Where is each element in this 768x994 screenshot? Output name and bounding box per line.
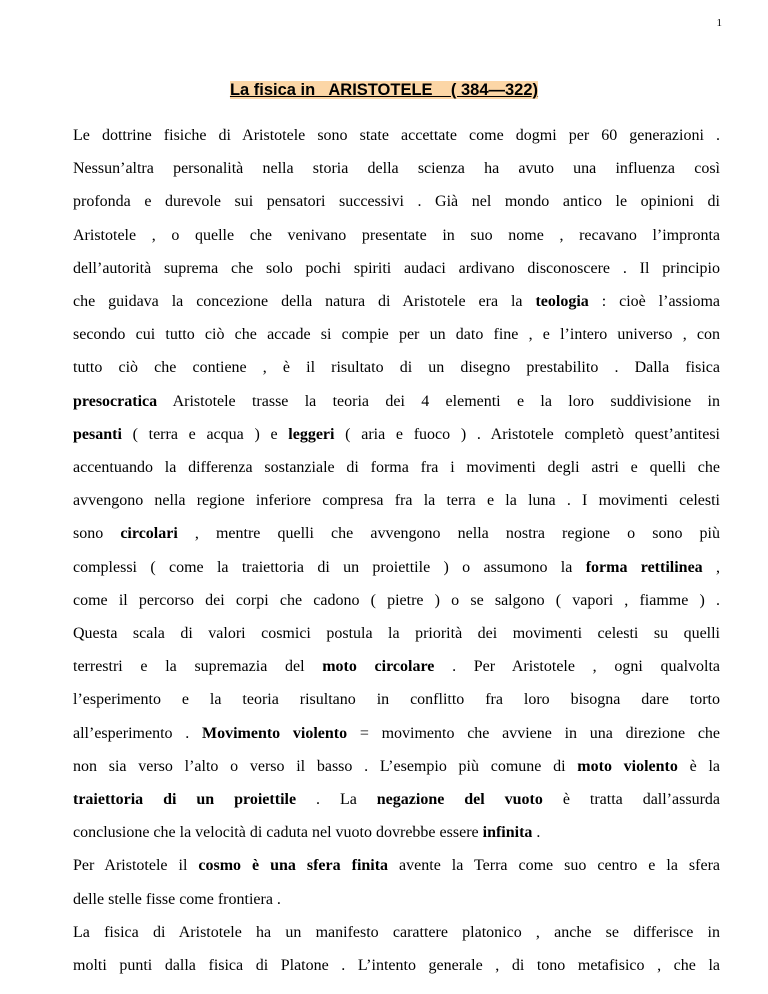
text-run: complessi ( come la traiettoria di un proiettile ) o assumono la bbox=[73, 558, 586, 576]
text-run: La fisica di Aristotele ha un manifesto carattere platonico , anche se differisce in bbox=[73, 923, 720, 941]
text-line bbox=[73, 683, 720, 716]
text-run: non sia verso l’alto o verso il basso . L’esempio più comune di bbox=[73, 757, 578, 775]
text-run: delle stelle fisse come frontiera . bbox=[73, 890, 281, 908]
text-line bbox=[73, 318, 720, 351]
text-run: Nessun’altra personalità nella storia della scienza ha avuto una influenza così bbox=[73, 160, 720, 178]
text-line bbox=[73, 916, 720, 949]
text-line bbox=[73, 418, 720, 451]
text-run: = movimento che avviene in una direzione che bbox=[347, 724, 721, 742]
text-line bbox=[73, 816, 720, 849]
bold-term: circolari bbox=[120, 525, 178, 543]
bold-term: Movimento violento bbox=[201, 724, 348, 742]
text-run: sono bbox=[73, 525, 121, 543]
text-line bbox=[73, 385, 720, 418]
bold-term: infinita bbox=[482, 824, 533, 842]
text-line bbox=[73, 617, 720, 650]
text-run: avente la Terra come suo centro e la sfera bbox=[388, 857, 720, 875]
text-line bbox=[73, 717, 720, 750]
text-line bbox=[73, 949, 720, 982]
bold-term: pesanti bbox=[73, 425, 122, 443]
text-run: : cioè l’assioma bbox=[588, 293, 721, 311]
text-line bbox=[73, 883, 720, 916]
text-run: all’esperimento . bbox=[73, 724, 202, 742]
text-line bbox=[73, 849, 720, 882]
paragraph bbox=[73, 119, 720, 849]
text-run: Questa scala di valori cosmici postula la priorità dei movimenti celesti su quelli bbox=[73, 625, 720, 643]
text-run: Le dottrine fisiche di Aristotele sono state accettate come dogmi per 60 generazioni . bbox=[73, 127, 720, 144]
bold-term: moto violento bbox=[577, 757, 678, 775]
text-line bbox=[73, 219, 720, 252]
text-line bbox=[73, 285, 720, 318]
page-number: 1 bbox=[716, 17, 722, 29]
text-run: . bbox=[532, 824, 541, 842]
text-run: è tratta dall’assurda bbox=[542, 791, 720, 809]
text-run: dell’autorità suprema che solo pochi spiriti audaci ardivano disconoscere . Il principio bbox=[73, 259, 720, 277]
text-run: tutto ciò che contiene , è il risultato di un disegno prestabilito . Dalla fisica bbox=[73, 359, 720, 377]
text-run: ( aria e fuoco ) . Aristotele completò quest’antitesi bbox=[334, 425, 721, 443]
paragraph bbox=[73, 916, 720, 982]
text-run: ( terra e acqua ) e bbox=[121, 425, 289, 443]
text-line bbox=[73, 119, 720, 152]
text-line bbox=[73, 351, 720, 384]
document-title-text: La fisica in ARISTOTELE ( 384—322) bbox=[229, 81, 539, 99]
text-run: accentuando la differenza sostanziale di forma fra i movimenti degli astri e quelli che bbox=[73, 459, 720, 477]
bold-term: traiettoria di un proiettile bbox=[73, 791, 297, 809]
paragraph bbox=[73, 849, 720, 915]
text-run: . Per Aristotele , ogni qualvolta bbox=[434, 658, 721, 676]
document-body bbox=[73, 119, 720, 982]
text-line bbox=[73, 783, 720, 816]
text-run: secondo cui tutto ciò che accade si compie per un dato fine , e l’intero universo , con bbox=[73, 326, 720, 344]
text-run: profonda e durevole sui pensatori successivi . Già nel mondo antico le opinioni di bbox=[73, 193, 720, 211]
bold-term: leggeri bbox=[288, 425, 335, 443]
text-line bbox=[73, 584, 720, 617]
text-run: terrestri e la supremazia del bbox=[73, 658, 323, 676]
bold-term: presocratica bbox=[73, 392, 158, 410]
document-title bbox=[0, 80, 768, 100]
text-line bbox=[73, 152, 720, 185]
text-run: , mentre quelli che avvengono nella nostra regione o sono più bbox=[177, 525, 720, 543]
text-run: avvengono nella regione inferiore compresa fra la terra e la luna . I movimenti celesti bbox=[73, 492, 720, 510]
text-run: . La bbox=[296, 791, 377, 809]
text-run: , bbox=[702, 558, 721, 576]
bold-term: negazione del vuoto bbox=[376, 791, 543, 809]
text-run: conclusione che la velocità di caduta nel vuoto dovrebbe essere bbox=[73, 824, 483, 842]
text-run: molti punti dalla fisica di Platone . L’intento generale , di tono metafisico , che la bbox=[73, 957, 720, 975]
text-line bbox=[73, 252, 720, 285]
bold-term: teologia bbox=[535, 293, 589, 311]
text-run: l’esperimento e la teoria risultano in conflitto fra loro bisogna dare torto bbox=[73, 691, 720, 709]
text-run: è la bbox=[677, 757, 720, 775]
text-line bbox=[73, 484, 720, 517]
text-run: Per Aristotele il bbox=[73, 857, 199, 875]
bold-term: cosmo è una sfera finita bbox=[198, 857, 389, 875]
text-line bbox=[73, 551, 720, 584]
text-line bbox=[73, 451, 720, 484]
text-run: Aristotele trasse la teoria dei 4 elementi e la loro suddivisione in bbox=[157, 392, 720, 410]
text-line bbox=[73, 750, 720, 783]
bold-term: forma rettilinea bbox=[585, 558, 703, 576]
text-line bbox=[73, 517, 720, 550]
text-run: come il percorso dei corpi che cadono ( pietre ) o se salgono ( vapori , fiamme ) . bbox=[73, 591, 720, 609]
text-line bbox=[73, 185, 720, 218]
text-run: Aristotele , o quelle che venivano presentate in suo nome , recavano l’impronta bbox=[73, 226, 720, 244]
text-run: che guidava la concezione della natura di Aristotele era la bbox=[73, 293, 536, 311]
bold-term: moto circolare bbox=[322, 658, 435, 676]
text-line bbox=[73, 650, 720, 683]
